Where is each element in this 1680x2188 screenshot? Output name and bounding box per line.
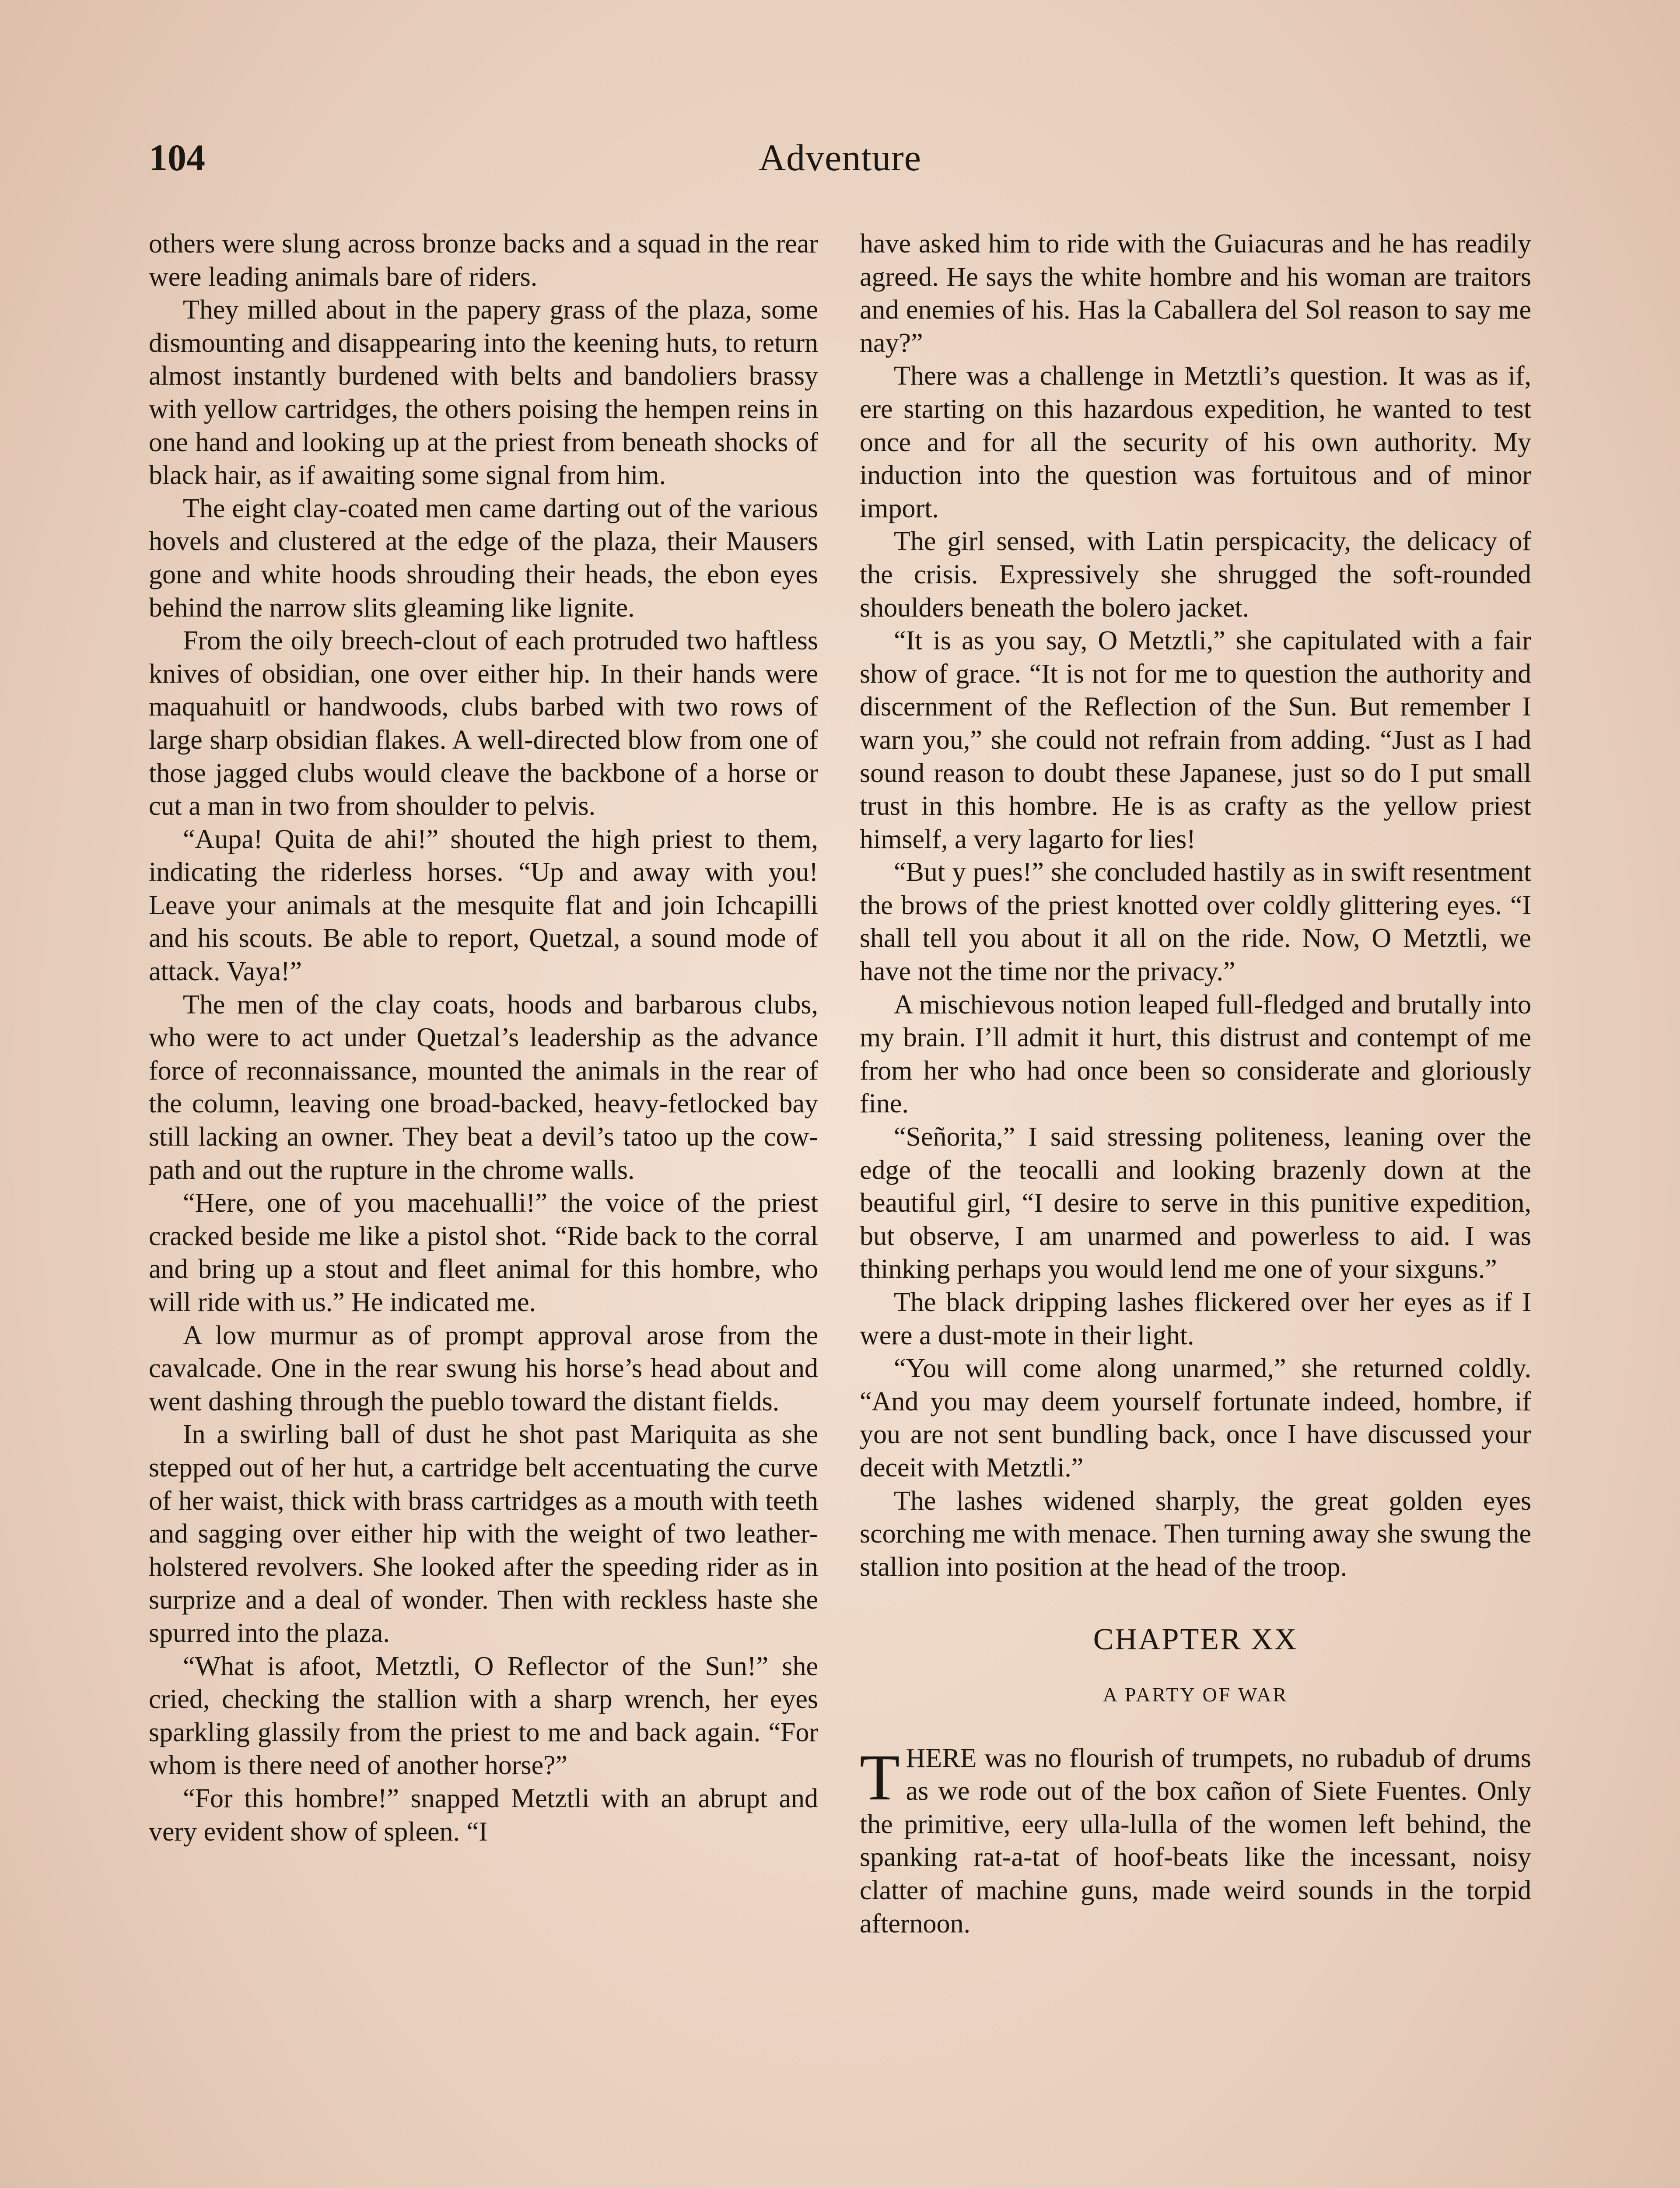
paragraph: The men of the clay coats, hoods and barbarous clubs, who were to act under Quetzal’s leadership as the advance force of reconnaissance, mounted the animals in the rear of the column, leaving one broad-backed, heavy-fetlocked bay still lacking an owner. They beat a devil’s tatoo up the cow-path and out the rupture in the chrome walls. xyxy=(149,989,818,1185)
paragraph: A low murmur as of prompt approval arose from the cavalcade. One in the rear swung his horse’s head about and went dashing through the pueblo toward the distant fields. xyxy=(149,1320,818,1417)
chapter-title: CHAPTER XX xyxy=(1093,1623,1298,1657)
paragraph: “Aupa! Quita de ahi!” shouted the high priest to them, indicating the riderless horses. “Up and away with you! Leave your animals at the mesquite flat and join Ichcapilli and his scouts. Be able to report, Quetzal, a sound mode of attack. Vaya!” xyxy=(149,824,818,987)
paragraph: In a swirling ball of dust he shot past Mariquita as she stepped out of her hut, a cartridge belt accentuating the curve of her waist, thick with brass cartridges as a mouth with teeth and sagging over either hip with the weight of two leather-holstered revolvers. She looked after the speeding rider as in surprize and a deal of wonder. Then with reckless haste she spurred into the plaza. xyxy=(149,1420,818,1648)
paragraph: There was a challenge in Metztli’s question. It was as if, ere starting on this hazardous expedition, he wanted to test once and for all the security of his own authority. My induction into the question was fortuitous and of minor import. xyxy=(860,361,1531,523)
chapter-opening-paragraph xyxy=(860,1742,1531,1941)
paragraph: “What is afoot, Metztli, O Reflector of the Sun!” she cried, checking the stallion with a sharp wrench, her eyes sparkling glassily from the priest to me and back again. “For whom is there need of another horse?” xyxy=(149,1651,818,1781)
chapter-subtitle: A PARTY OF WAR xyxy=(1102,1683,1288,1706)
page-number: 104 xyxy=(149,137,205,179)
paragraph: The girl sensed, with Latin perspicacity, the delicacy of the crisis. Expressively she shrugged the soft-rounded shoulders beneath the bolero jacket. xyxy=(860,526,1531,623)
paragraph: They milled about in the papery grass of the plaza, some dismounting and disappearing into the keening huts, to return almost instantly burdened with belts and bandoliers brassy with yellow cartridges, the others poising the hempen reins in one hand and looking up at the priest from beneath shocks of black hair, as if awaiting some signal from him. xyxy=(149,295,818,491)
paragraph: The lashes widened sharply, the great golden eyes scorching me with menace. Then turning away she swung the stallion into position at the head of the troop. xyxy=(860,1486,1531,1582)
paragraph: From the oily breech-clout of each protruded two haftless knives of obsidian, one over either hip. In their hands were maquahuitl or handwoods, clubs barbed with two rows of large sharp obsidian flakes. A well-directed blow from one of those jagged clubs would cleave the backbone of a horse or cut a man in two from shoulder to pelvis. xyxy=(149,626,818,821)
paragraph: A mischievous notion leaped full-fledged and brutally into my brain. I’ll admit it hurt, this distrust and contempt of me from her who had once been so considerate and gloriously fine. xyxy=(860,989,1531,1119)
paragraph: “For this hombre!” snapped Metztli with an abrupt and very evident show of spleen. “I xyxy=(149,1783,818,1847)
paragraph: “But y pues!” she concluded hastily as in swift resentment the brows of the priest knotted over coldly glittering eyes. “I shall tell you about it all on the ride. Now, O Metztli, we have not the time nor the privacy.” xyxy=(860,857,1531,987)
running-title: Adventure xyxy=(759,137,921,179)
paragraph: have asked him to ride with the Guiacuras and he has readily agreed. He says the white hombre and his woman are traitors and enemies of his. Has la Caballera del Sol reason to say me nay?” xyxy=(860,229,1531,358)
paragraph: “Señorita,” I said stressing politeness, leaning over the edge of the teocalli and looking brazenly down at the beautiful girl, “I desire to serve in this punitive expedition, but observe, I am unarmed and powerless to aid. I was thinking perhaps you would lend me one of your sixguns.” xyxy=(860,1122,1531,1284)
paragraph: “It is as you say, O Metztli,” she capitulated with a fair show of grace. “It is not for me to question the authority and discernment of the Reflection of the Sun. But remember I warn you,” she could not refrain from adding. “Just as I had sound reason to doubt these Japanese, just so do I put small trust in this hombre. He is as crafty as the yellow priest himself, a very lagarto for lies! xyxy=(860,626,1531,854)
right-column xyxy=(860,228,1531,2188)
left-column xyxy=(149,228,818,2188)
paragraph: The eight clay-coated men came darting out of the various hovels and clustered at the edge of the plaza, their Mausers gone and white hoods shrouding their heads, the ebon eyes behind the narrow slits gleaming like lignite. xyxy=(149,493,818,623)
paragraph: The black dripping lashes flickered over her eyes as if I were a dust-mote in their light. xyxy=(860,1287,1531,1350)
paragraph: others were slung across bronze backs and a squad in the rear were leading animals bare of riders. xyxy=(149,229,818,292)
drop-cap: T xyxy=(860,1741,900,1814)
paragraph: “Here, one of you macehualli!” the voice of the priest cracked beside me like a pistol shot. “Ride back to the corral and bring up a stout and fleet animal for this hombre, who will ride with us.” He indicated me. xyxy=(149,1188,818,1317)
page-header xyxy=(149,131,1531,184)
paragraph: “You will come along unarmed,” she returned coldly. “And you may deem yourself fortunate indeed, hombre, if you are not sent bundling back, once I have discussed your deceit with Metztli.” xyxy=(860,1353,1531,1483)
chapter-opening-text: HERE was no flourish of trumpets, no rubadub of drums as we rode out of the box cañon of Siete Fuentes. Only the primitive, eery ulla-lulla of the women left behind, the spanking rat-a-tat of hoof-beats like the incessant, noisy clatter of machine guns, made weird sounds in the torpid afternoon. xyxy=(860,1743,1531,1939)
